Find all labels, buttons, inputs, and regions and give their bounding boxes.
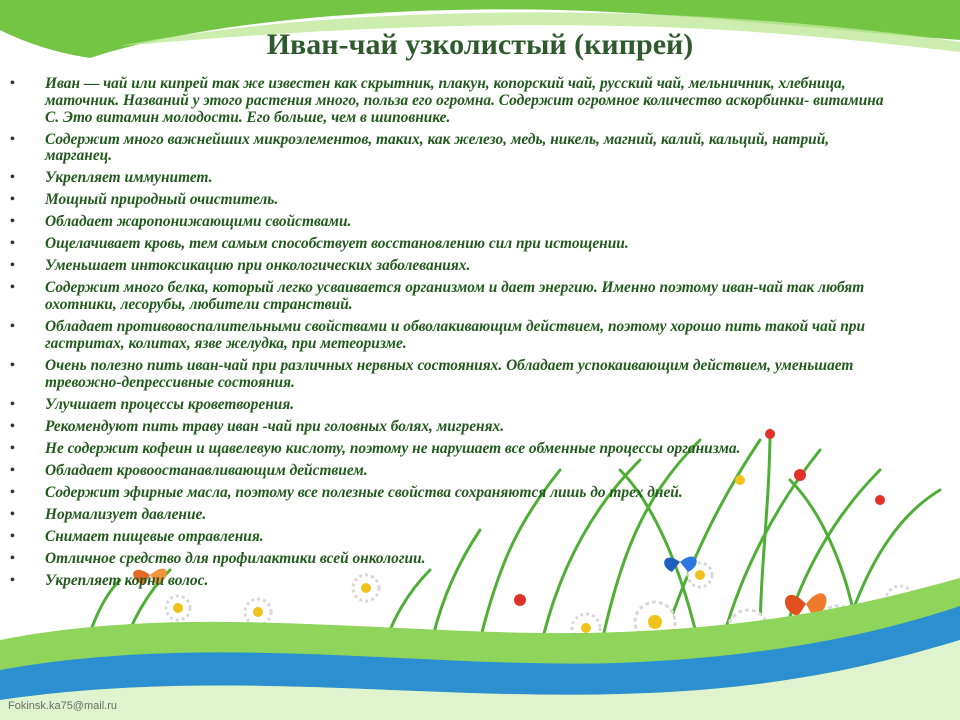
list-item <box>10 76 890 126</box>
bullet-icon: • <box>10 131 15 147</box>
benefits-list <box>10 76 890 594</box>
list-item <box>10 573 890 590</box>
list-item-text: Мощный природный очиститель. <box>45 191 279 209</box>
list-item <box>10 358 890 392</box>
bullet-icon: • <box>10 440 15 456</box>
list-item <box>10 463 890 480</box>
list-item <box>10 319 890 353</box>
bullet-icon: • <box>10 170 15 186</box>
bullet-icon: • <box>10 506 15 522</box>
list-item <box>10 214 890 231</box>
list-item <box>10 507 890 524</box>
bullet-icon: • <box>10 357 15 373</box>
bullet-icon: • <box>10 192 15 208</box>
list-item-text: Не содержит кофеин и щавелевую кислоту, поэтому не нарушает все обменные процессы организма. <box>45 439 741 457</box>
list-item-text: Обладает кровоостанавливающим действием. <box>45 461 368 479</box>
list-item <box>10 192 890 209</box>
bullet-icon: • <box>10 550 15 566</box>
list-item <box>10 441 890 458</box>
bullet-icon: • <box>10 418 15 434</box>
bullet-icon: • <box>10 280 15 296</box>
list-item-text: Укрепляет иммунитет. <box>45 169 213 187</box>
list-item-text: Улучшает процессы кроветворения. <box>45 395 295 413</box>
list-item <box>10 551 890 568</box>
watermark: Fokinsk.ka75@mail.ru <box>8 700 117 712</box>
list-item-text: Укрепляет корни волос. <box>45 571 209 589</box>
list-item-text: Снимает пищевые отравления. <box>45 527 264 545</box>
bullet-icon: • <box>10 319 15 335</box>
list-item-text: Уменьшает интоксикацию при онкологических заболеваниях. <box>45 257 471 275</box>
list-item <box>10 170 890 187</box>
page-title: Иван-чай узколистый (кипрей) <box>266 28 694 61</box>
list-item-text: Иван — чай или кипрей так же известен как скрытник, плакун, копорский чай, русский чай, мельничник, хлебница, маточник. Названий у этого растения много, польза его огромна. Содержит огромное количество аскорбинки- витамина С. Это витамин молодости. Его больше, чем в шиповнике. <box>45 75 884 126</box>
bullet-icon: • <box>10 572 15 588</box>
bullet-icon: • <box>10 462 15 478</box>
list-item-text: Очень полезно пить иван-чай при различных нервных состояниях. Обладает успокаивающим действием, уменьшает тревожно-депрессивные состояния. <box>45 356 854 391</box>
list-item-text: Отличное средство для профилактики всей онкологии. <box>45 549 426 567</box>
bullet-icon: • <box>10 528 15 544</box>
bullet-icon: • <box>10 258 15 274</box>
list-item <box>10 397 890 414</box>
list-item <box>10 485 890 502</box>
list-item-text: Содержит много белка, который легко усваивается организмом и дает энергию. Именно поэтому иван-чай так любят охотники, лесорубы, любители странствий. <box>45 279 865 314</box>
list-item-text: Ощелачивает кровь, тем самым способствует восстановлению сил при истощении. <box>45 235 629 253</box>
list-item <box>10 258 890 275</box>
list-item-text: Нормализует давление. <box>45 505 207 523</box>
bullet-icon: • <box>10 236 15 252</box>
list-item-text: Обладает жаропонижающими свойствами. <box>45 213 352 231</box>
list-item-text: Содержит много важнейших микроэлементов, таких, как железо, медь, никель, магний, калий, кальций, натрий, марганец. <box>45 130 830 165</box>
list-item-text: Обладает противовоспалительными свойствами и обволакивающим действием, поэтому хорошо пить такой чай при гастритах, колитах, язве желудка, при метеоризме. <box>45 318 866 352</box>
list-item <box>10 132 890 166</box>
bullet-icon: • <box>10 76 15 91</box>
list-item-text: Содержит эфирные масла, поэтому все полезные свойства сохраняются лишь до трех дней. <box>45 483 683 501</box>
list-item <box>10 419 890 436</box>
bullet-icon: • <box>10 396 15 412</box>
list-item-text: Рекомендуют пить траву иван -чай при головных болях, мигренях. <box>45 417 505 435</box>
bullet-icon: • <box>10 214 15 230</box>
list-item <box>10 280 890 314</box>
list-item <box>10 236 890 253</box>
list-item <box>10 529 890 546</box>
bullet-icon: • <box>10 484 15 500</box>
